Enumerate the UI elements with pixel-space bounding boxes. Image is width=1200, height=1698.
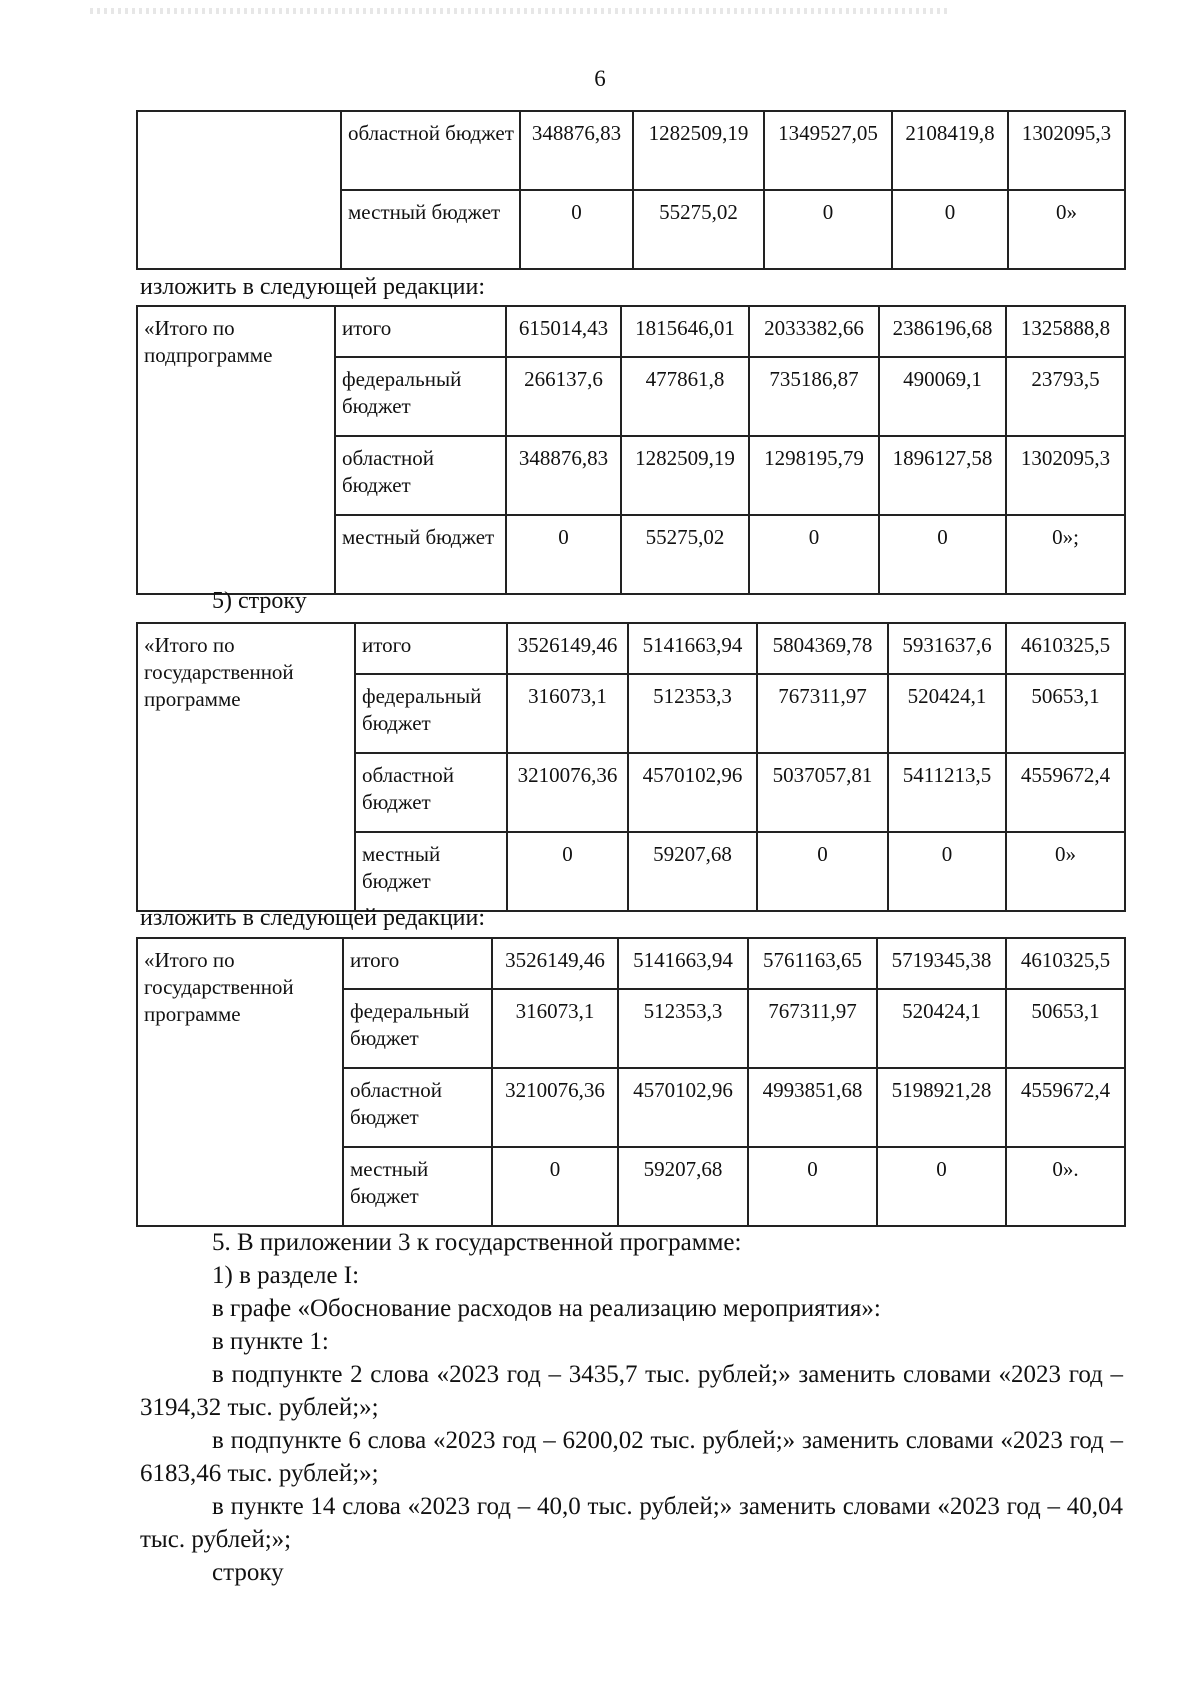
row-label: местный бюджет xyxy=(355,832,507,911)
table-cell: 0» xyxy=(1006,832,1125,911)
table-cell: 50653,1 xyxy=(1006,674,1125,753)
table-cell: 266137,6 xyxy=(506,357,621,436)
table-cell: 0»; xyxy=(1006,515,1125,594)
table-subprogram-new xyxy=(136,305,1126,595)
paragraph: в пункте 14 слова «2023 год – 40,0 тыс. рублей;» заменить словами «2023 год – 40,04 тыс. рублей;»; xyxy=(140,1493,1123,1553)
table-cell: 4610325,5 xyxy=(1006,938,1125,989)
table-cell: 0 xyxy=(492,1147,618,1226)
table-cell: 2108419,8 xyxy=(892,111,1008,190)
table-cell: 0 xyxy=(879,515,1006,594)
table-cell: 0». xyxy=(1006,1147,1125,1226)
scan-noise xyxy=(90,8,950,14)
row-label: федеральный бюджет xyxy=(335,357,506,436)
table-cell: 3210076,36 xyxy=(492,1068,618,1147)
table-cell: 0 xyxy=(520,190,633,269)
table-cell: 767311,97 xyxy=(757,674,888,753)
table-cell: 1896127,58 xyxy=(879,436,1006,515)
table-subprogram-old xyxy=(136,110,1126,270)
table-cell: 5198921,28 xyxy=(877,1068,1006,1147)
table-cell: 5761163,65 xyxy=(748,938,877,989)
table-cell: 59207,68 xyxy=(628,832,757,911)
table-cell: 348876,83 xyxy=(506,436,621,515)
section-heading: изложить в следующей редакции: xyxy=(140,905,486,931)
table-cell: 5141663,94 xyxy=(618,938,748,989)
table-cell: 23793,5 xyxy=(1006,357,1125,436)
row-label: областной бюджет xyxy=(343,1068,492,1147)
table-cell: 4570102,96 xyxy=(618,1068,748,1147)
table-cell: 55275,02 xyxy=(621,515,749,594)
table-cell: 55275,02 xyxy=(633,190,764,269)
table-cell: 0 xyxy=(757,832,888,911)
table-cell: 4559672,4 xyxy=(1006,753,1125,832)
table-cell: 615014,43 xyxy=(506,306,621,357)
table-cell: 5931637,6 xyxy=(888,623,1006,674)
table-cell: 348876,83 xyxy=(520,111,633,190)
table-cell: 0 xyxy=(877,1147,1006,1226)
table-cell: 3526149,46 xyxy=(507,623,628,674)
table-cell: 0 xyxy=(507,832,628,911)
row-label: областной бюджет xyxy=(355,753,507,832)
table-cell: 512353,3 xyxy=(628,674,757,753)
table-program-new xyxy=(136,937,1126,1227)
table-cell: 0 xyxy=(764,190,892,269)
page-number: 6 xyxy=(594,66,606,91)
table-cell: 5037057,81 xyxy=(757,753,888,832)
table-cell: 1349527,05 xyxy=(764,111,892,190)
table-cell: 1298195,79 xyxy=(749,436,879,515)
table-cell: 477861,8 xyxy=(621,357,749,436)
table-cell: 0 xyxy=(748,1147,877,1226)
table-cell: 3526149,46 xyxy=(492,938,618,989)
table-cell: 2386196,68 xyxy=(879,306,1006,357)
table-cell: 0 xyxy=(892,190,1008,269)
table-cell: 4559672,4 xyxy=(1006,1068,1125,1147)
row-label: итого xyxy=(335,306,506,357)
table-cell: 5804369,78 xyxy=(757,623,888,674)
row-label: областной бюджет xyxy=(335,436,506,515)
table-cell: 1302095,3 xyxy=(1006,436,1125,515)
table-cell: 1325888,8 xyxy=(1006,306,1125,357)
table-first-cell-empty xyxy=(137,111,341,269)
paragraph: в подпункте 6 слова «2023 год – 6200,02 тыс. рублей;» заменить словами «2023 год – 6183,46 тыс. рублей;»; xyxy=(140,1427,1123,1487)
table-cell: 316073,1 xyxy=(492,989,618,1068)
paragraph: 5. В приложении 3 к государственной программе: xyxy=(212,1229,742,1256)
table-cell: 490069,1 xyxy=(879,357,1006,436)
table-cell: 735186,87 xyxy=(749,357,879,436)
table-cell: 4570102,96 xyxy=(628,753,757,832)
paragraph: 1) в разделе I: xyxy=(212,1262,360,1289)
section-heading: изложить в следующей редакции: xyxy=(140,274,486,300)
paragraph: в пункте 1: xyxy=(212,1328,329,1355)
table-cell: 0 xyxy=(749,515,879,594)
table-cell: 767311,97 xyxy=(748,989,877,1068)
row-label: федеральный бюджет xyxy=(343,989,492,1068)
table-cell: 1815646,01 xyxy=(621,306,749,357)
table-cell: 520424,1 xyxy=(877,989,1006,1068)
table-cell: 4610325,5 xyxy=(1006,623,1125,674)
paragraph: в подпункте 2 слова «2023 год – 3435,7 тыс. рублей;» заменить словами «2023 год – 3194,32 тыс. рублей;»; xyxy=(140,1361,1123,1421)
table-cell: 5719345,38 xyxy=(877,938,1006,989)
table-cell: 3210076,36 xyxy=(507,753,628,832)
table-cell: 5411213,5 xyxy=(888,753,1006,832)
table-cell: 520424,1 xyxy=(888,674,1006,753)
table-first-cell: «Итого по государственной программе xyxy=(137,938,343,1226)
table-cell: 5141663,94 xyxy=(628,623,757,674)
table-cell: 512353,3 xyxy=(618,989,748,1068)
table-cell: 1302095,3 xyxy=(1008,111,1125,190)
table-cell: 316073,1 xyxy=(507,674,628,753)
row-label: итого xyxy=(355,623,507,674)
table-cell: 0 xyxy=(888,832,1006,911)
table-cell: 1282509,19 xyxy=(621,436,749,515)
paragraph: строку xyxy=(212,1559,284,1586)
table-first-cell: «Итого по государственной программе xyxy=(137,623,355,911)
table-cell: 2033382,66 xyxy=(749,306,879,357)
paragraph: в графе «Обоснование расходов на реализацию мероприятия»: xyxy=(212,1295,881,1322)
table-cell: 59207,68 xyxy=(618,1147,748,1226)
section-heading: 5) строку xyxy=(212,588,307,614)
row-label: местный бюджет xyxy=(343,1147,492,1226)
row-label: федеральный бюджет xyxy=(355,674,507,753)
row-label: местный бюджет xyxy=(341,190,520,269)
table-first-cell: «Итого по подпрограмме xyxy=(137,306,335,594)
table-program-old xyxy=(136,622,1126,912)
table-cell: 1282509,19 xyxy=(633,111,764,190)
row-label: областной бюджет xyxy=(341,111,520,190)
row-label: итого xyxy=(343,938,492,989)
table-cell: 50653,1 xyxy=(1006,989,1125,1068)
table-cell: 0 xyxy=(506,515,621,594)
row-label: местный бюджет xyxy=(335,515,506,594)
table-cell: 0» xyxy=(1008,190,1125,269)
table-cell: 4993851,68 xyxy=(748,1068,877,1147)
